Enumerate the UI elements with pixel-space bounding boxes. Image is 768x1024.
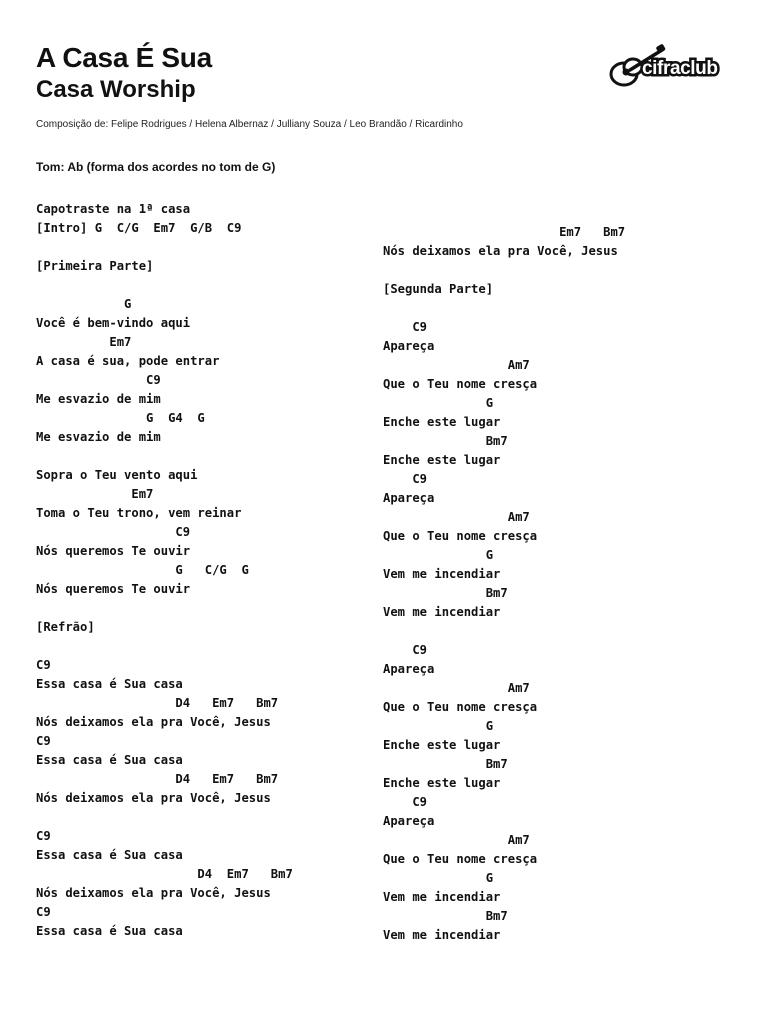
sheet-line: Essa casa é Sua casa xyxy=(36,677,183,691)
sheet-line: Apareça xyxy=(383,814,435,828)
sheet-line: Que o Teu nome cresça xyxy=(383,852,538,866)
sheet-line: Vem me incendiar xyxy=(383,928,501,942)
sheet-line xyxy=(36,808,293,827)
sheet-line xyxy=(383,622,625,641)
song-title: A Casa É Sua xyxy=(36,42,212,73)
sheet-line: Essa casa é Sua casa xyxy=(36,848,183,862)
sheet-line: [Refrão] xyxy=(36,620,95,634)
sheet-line: C9 xyxy=(36,905,51,919)
chord-sheet-left-column xyxy=(36,200,293,941)
artist-name[interactable]: Casa Worship xyxy=(36,76,196,103)
sheet-line: G xyxy=(383,396,494,410)
sheet-line: Você é bem-vindo aqui xyxy=(36,316,191,330)
sheet-line xyxy=(36,637,293,656)
song-key: Tom: Ab (forma dos acordes no tom de G) xyxy=(36,160,276,174)
sheet-line xyxy=(36,599,293,618)
sheet-line: G G4 G xyxy=(36,411,205,425)
sheet-line: C9 xyxy=(36,734,51,748)
sheet-line: Enche este lugar xyxy=(383,415,501,429)
sheet-line: C9 xyxy=(36,829,51,843)
sheet-line: G xyxy=(383,719,494,733)
sheet-line: Essa casa é Sua casa xyxy=(36,924,183,938)
sheet-line xyxy=(383,261,625,280)
sheet-line: D4 Em7 Bm7 xyxy=(36,772,279,786)
sheet-line: Am7 xyxy=(383,833,530,847)
sheet-line: Essa casa é Sua casa xyxy=(36,753,183,767)
sheet-line: Sopra o Teu vento aqui xyxy=(36,468,198,482)
sheet-line: Enche este lugar xyxy=(383,738,501,752)
sheet-line: [Segunda Parte] xyxy=(383,282,494,296)
sheet-line: G xyxy=(36,297,132,311)
sheet-line: Em7 xyxy=(36,335,132,349)
sheet-line: C9 xyxy=(36,525,191,539)
sheet-line: Que o Teu nome cresça xyxy=(383,377,538,391)
sheet-line: C9 xyxy=(36,658,51,672)
sheet-line: Apareça xyxy=(383,339,435,353)
sheet-line: Em7 xyxy=(36,487,154,501)
sheet-line: Apareça xyxy=(383,662,435,676)
sheet-line: Nós deixamos ela pra Você, Jesus xyxy=(36,791,271,805)
sheet-line: Nós queremos Te ouvir xyxy=(36,544,191,558)
sheet-line xyxy=(383,299,625,318)
sheet-line: Capotraste na 1ª casa xyxy=(36,202,191,216)
sheet-line: Nós deixamos ela pra Você, Jesus xyxy=(36,715,271,729)
sheet-line: Bm7 xyxy=(383,909,508,923)
sheet-line: Vem me incendiar xyxy=(383,567,501,581)
sheet-line: Am7 xyxy=(383,358,530,372)
logo-text: cifraclub xyxy=(642,58,718,79)
sheet-line: Que o Teu nome cresça xyxy=(383,700,538,714)
chord-sheet-right-column xyxy=(383,223,625,945)
sheet-line: Nós deixamos ela pra Você, Jesus xyxy=(383,244,618,258)
sheet-line: G C/G G xyxy=(36,563,249,577)
sheet-line: Em7 Bm7 xyxy=(383,225,626,239)
composers: Composição de: Felipe Rodrigues / Helena Albernaz / Julliany Souza / Leo Brandão / Ricardinho xyxy=(36,119,463,130)
sheet-line: Bm7 xyxy=(383,757,508,771)
sheet-line: C9 xyxy=(383,472,428,486)
sheet-line: D4 Em7 Bm7 xyxy=(36,696,279,710)
sheet-line: Que o Teu nome cresça xyxy=(383,529,538,543)
sheet-line xyxy=(36,276,293,295)
sheet-line: Me esvazio de mim xyxy=(36,392,161,406)
sheet-line: Enche este lugar xyxy=(383,453,501,467)
sheet-line xyxy=(36,238,293,257)
sheet-line: D4 Em7 Bm7 xyxy=(36,867,293,881)
sheet-line: Am7 xyxy=(383,681,530,695)
sheet-line: C9 xyxy=(383,320,428,334)
sheet-line: G xyxy=(383,548,494,562)
sheet-line: C9 xyxy=(383,643,428,657)
sheet-line: [Intro] G C/G Em7 G/B C9 xyxy=(36,221,242,235)
cifraclub-logo[interactable] xyxy=(606,44,722,92)
sheet-line: Nós deixamos ela pra Você, Jesus xyxy=(36,886,271,900)
sheet-line: Nós queremos Te ouvir xyxy=(36,582,191,596)
sheet-line: [Primeira Parte] xyxy=(36,259,154,273)
sheet-line: A casa é sua, pode entrar xyxy=(36,354,220,368)
sheet-line: G xyxy=(383,871,494,885)
sheet-line xyxy=(36,447,293,466)
sheet-line: Vem me incendiar xyxy=(383,890,501,904)
sheet-line: C9 xyxy=(36,373,161,387)
sheet-line: Me esvazio de mim xyxy=(36,430,161,444)
sheet-line: Am7 xyxy=(383,510,530,524)
sheet-line: Toma o Teu trono, vem reinar xyxy=(36,506,242,520)
sheet-line: Apareça xyxy=(383,491,435,505)
sheet-line: Vem me incendiar xyxy=(383,605,501,619)
sheet-line: C9 xyxy=(383,795,428,809)
sheet-line: Enche este lugar xyxy=(383,776,501,790)
sheet-line: Bm7 xyxy=(383,434,508,448)
sheet-line: Bm7 xyxy=(383,586,508,600)
